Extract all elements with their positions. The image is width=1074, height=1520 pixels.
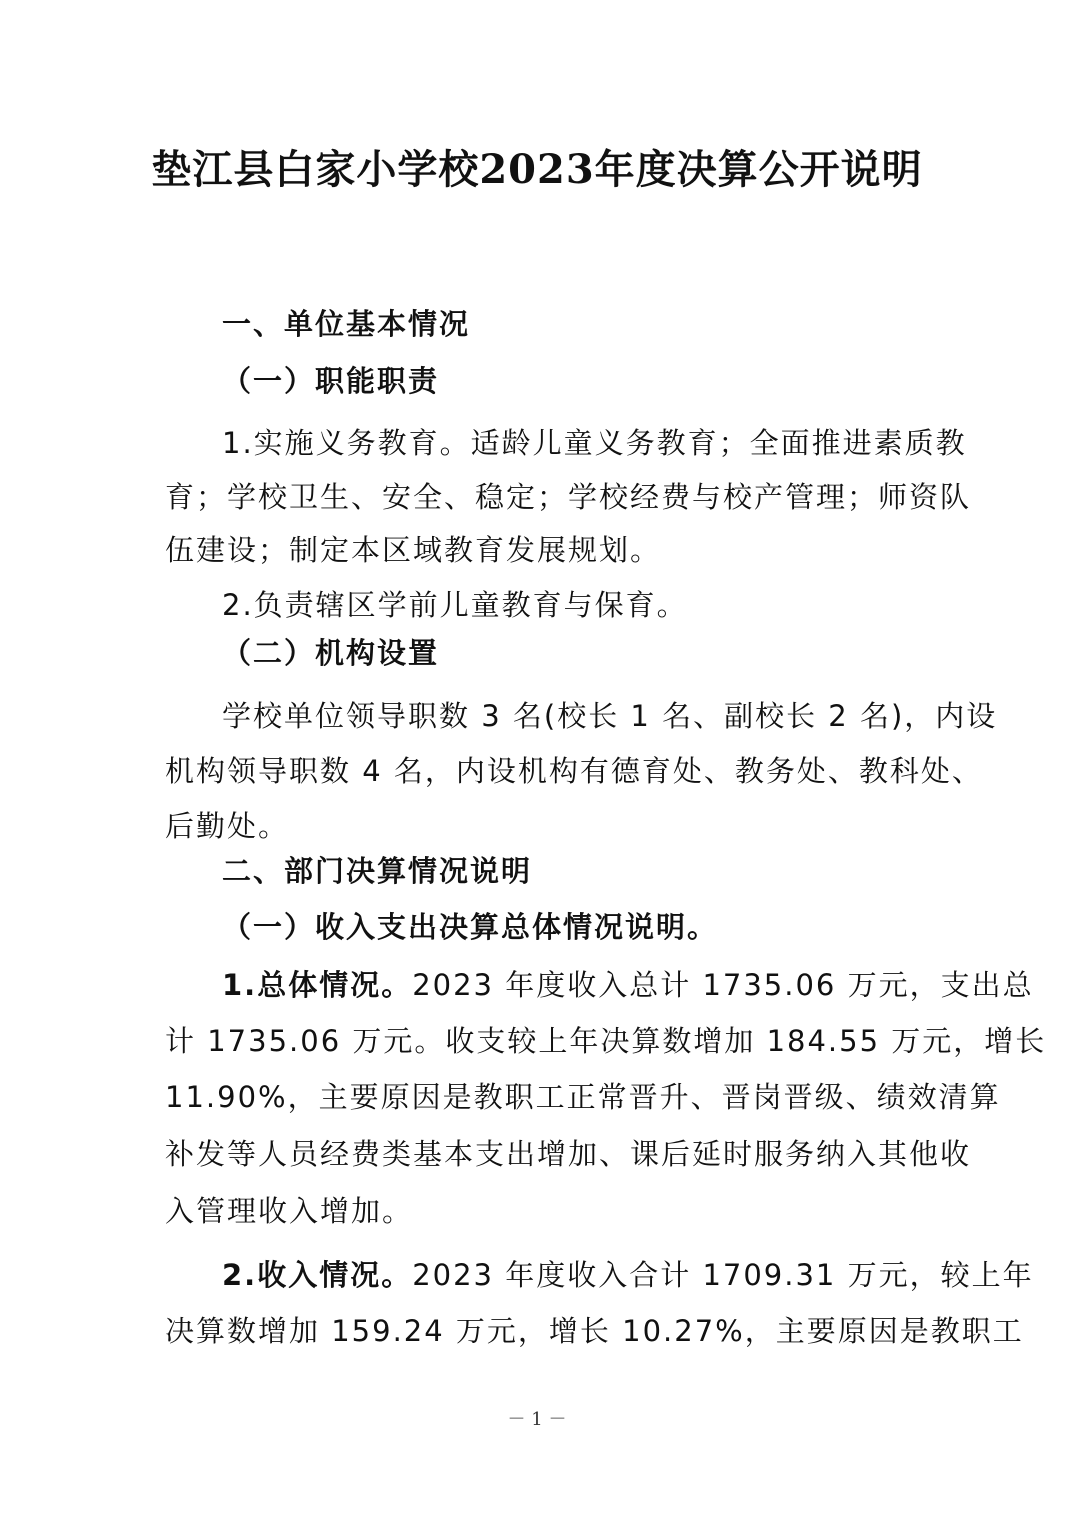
section-heading-final-accounts: 二、部门决算情况说明	[222, 854, 533, 888]
document-title: 垫江县白家小学校2023年度决算公开说明	[151, 146, 923, 193]
paragraph-text: 2023 年度收入合计 1709.31 万元，较上年	[412, 1258, 1034, 1292]
paragraph-line	[222, 965, 1034, 1005]
paragraph-line: 2.负责辖区学前儿童教育与保育。	[222, 588, 688, 622]
paragraph-line: 伍建设；制定本区域教育发展规划。	[165, 533, 662, 567]
paragraph-lead: 1.总体情况。	[222, 968, 413, 1002]
paragraph-line: 补发等人员经费类基本支出增加、课后延时服务纳入其他收	[165, 1137, 972, 1171]
page-number: － 1 －	[507, 1409, 567, 1430]
paragraph-line: 后勤处。	[165, 809, 290, 843]
paragraph-text: 2023 年度收入总计 1735.06 万元，支出总	[412, 968, 1034, 1002]
subsection-heading-functions: （一）职能职责	[222, 364, 440, 398]
paragraph-line: 学校单位领导职数 3 名(校长 1 名、副校长 2 名)，内设	[222, 699, 998, 733]
paragraph-line: 机构领导职数 4 名，内设机构有德育处、教务处、教科处、	[165, 754, 983, 788]
paragraph-line: 入管理收入增加。	[165, 1194, 414, 1228]
paragraph-line: 决算数增加 159.24 万元，增长 10.27%，主要原因是教职工	[165, 1314, 1024, 1348]
paragraph-line: 计 1735.06 万元。收支较上年决算数增加 184.55 万元，增长	[165, 1024, 1047, 1058]
paragraph-line	[222, 1255, 1034, 1295]
paragraph-line: 育；学校卫生、安全、稳定；学校经费与校产管理；师资队	[165, 480, 972, 514]
paragraph-line: 1.实施义务教育。适龄儿童义务教育；全面推进素质教	[222, 426, 967, 460]
section-heading-basic-info: 一、单位基本情况	[222, 307, 471, 341]
subsection-heading-structure: （二）机构设置	[222, 636, 440, 670]
subsection-heading-overall: （一）收入支出决算总体情况说明。	[222, 910, 719, 944]
paragraph-lead: 2.收入情况。	[222, 1258, 413, 1292]
paragraph-line: 11.90%，主要原因是教职工正常晋升、晋岗晋级、绩效清算	[165, 1080, 1001, 1114]
